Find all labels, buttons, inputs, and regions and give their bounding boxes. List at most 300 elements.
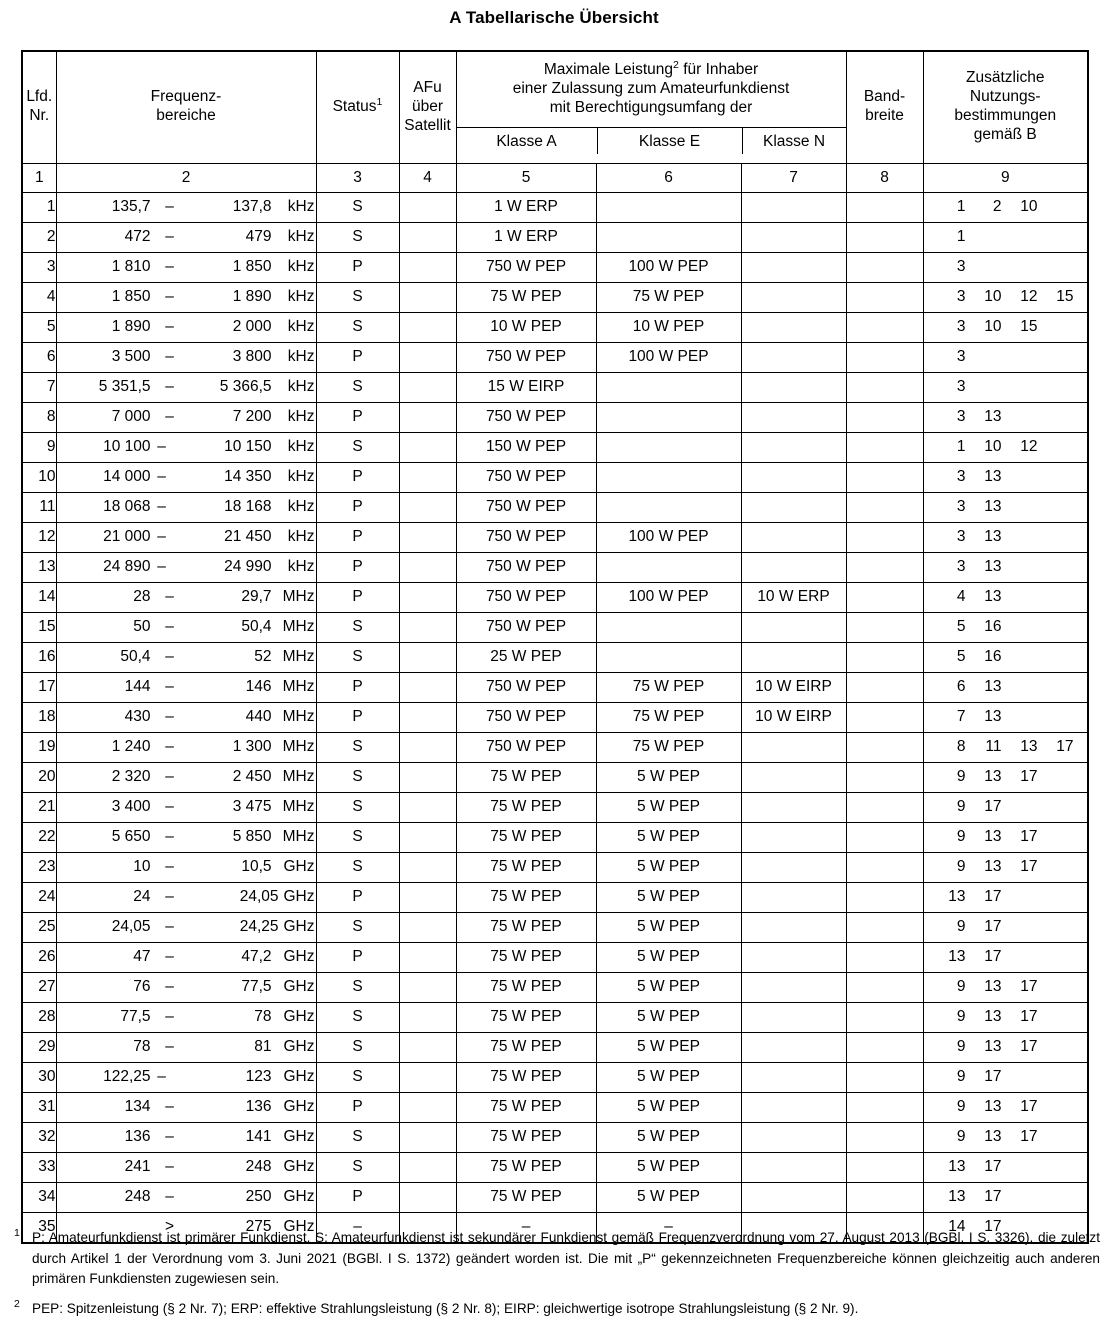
- frequency-to: 21 450: [224, 528, 272, 545]
- notes-list: [924, 823, 1088, 852]
- frequency-from: 1 850: [111, 288, 151, 305]
- cell-klasse-e-power: [596, 432, 741, 462]
- frequency-range: [57, 343, 316, 372]
- notes-list: [924, 1183, 1088, 1212]
- note-reference: 12: [1020, 438, 1038, 455]
- frequency-from: 134: [124, 1098, 151, 1115]
- cell-lfd-nr: 21: [22, 792, 56, 822]
- frequency-to: 24 990: [224, 558, 272, 575]
- table-row: [22, 912, 1088, 942]
- cell-klasse-n-power: [741, 462, 846, 492]
- frequency-separator: –: [165, 198, 174, 215]
- cell-klasse-n-power: [741, 252, 846, 282]
- cell-frequenzbereich: [56, 792, 316, 822]
- frequency-to: 10,5: [241, 858, 272, 875]
- frequency-from: 248: [124, 1188, 151, 1205]
- frequency-separator: –: [157, 1068, 166, 1085]
- cell-bandbreite: [846, 702, 923, 732]
- cell-status: P: [316, 252, 399, 282]
- frequency-to: 250: [245, 1188, 272, 1205]
- cell-frequenzbereich: [56, 882, 316, 912]
- frequency-to: 1 300: [232, 738, 272, 755]
- note-reference: 13: [984, 768, 1002, 785]
- table-row: [22, 402, 1088, 432]
- column-number-8: 8: [846, 163, 923, 192]
- frequency-from: 122,25: [103, 1068, 151, 1085]
- frequency-from: 5 650: [111, 828, 151, 845]
- note-reference: 6: [956, 678, 966, 695]
- frequency-unit: GHz: [283, 1218, 315, 1235]
- cell-klasse-a-power: 150 W PEP: [456, 432, 596, 462]
- notes-list: [924, 973, 1088, 1002]
- note-reference: 15: [1056, 288, 1074, 305]
- cell-klasse-n-power: [741, 762, 846, 792]
- frequency-range: [57, 763, 316, 792]
- frequency-unit: GHz: [283, 1038, 315, 1055]
- cell-klasse-a-power: 75 W PEP: [456, 852, 596, 882]
- note-reference: 9: [956, 978, 966, 995]
- header-frequenzbereiche: [56, 51, 316, 163]
- note-reference: 13: [984, 1098, 1002, 1115]
- cell-lfd-nr: 4: [22, 282, 56, 312]
- table-row: [22, 1182, 1088, 1212]
- table-row: [22, 1032, 1088, 1062]
- cell-nutzungsbestimmungen: [923, 342, 1088, 372]
- note-reference: 13: [984, 678, 1002, 695]
- frequency-to: 7 200: [232, 408, 272, 425]
- frequency-separator: –: [165, 978, 174, 995]
- note-reference: 9: [956, 1008, 966, 1025]
- note-reference: 3: [956, 288, 966, 305]
- notes-list: [924, 1153, 1088, 1182]
- frequency-from: 3 500: [111, 348, 151, 365]
- cell-status: S: [316, 1032, 399, 1062]
- cell-status: S: [316, 1122, 399, 1152]
- note-reference: 9: [956, 798, 966, 815]
- frequency-to: 123: [245, 1068, 272, 1085]
- cell-lfd-nr: 32: [22, 1122, 56, 1152]
- cell-klasse-a-power: 75 W PEP: [456, 1152, 596, 1182]
- cell-afu-satellit: [399, 942, 456, 972]
- cell-nutzungsbestimmungen: [923, 432, 1088, 462]
- cell-klasse-e-power: 75 W PEP: [596, 732, 741, 762]
- frequency-range: [57, 823, 316, 852]
- cell-frequenzbereich: [56, 762, 316, 792]
- frequency-range: [57, 1093, 316, 1122]
- cell-nutzungsbestimmungen: [923, 822, 1088, 852]
- cell-afu-satellit: [399, 822, 456, 852]
- cell-lfd-nr: 9: [22, 432, 56, 462]
- frequency-from: 76: [133, 978, 151, 995]
- note-reference: 9: [956, 828, 966, 845]
- cell-frequenzbereich: [56, 1002, 316, 1032]
- note-reference: 17: [984, 918, 1002, 935]
- cell-bandbreite: [846, 762, 923, 792]
- cell-afu-satellit: [399, 732, 456, 762]
- cell-status: P: [316, 522, 399, 552]
- cell-klasse-e-power: 5 W PEP: [596, 1182, 741, 1212]
- frequency-unit: kHz: [287, 438, 315, 455]
- frequency-unit: kHz: [287, 498, 315, 515]
- cell-bandbreite: [846, 1092, 923, 1122]
- cell-lfd-nr: 28: [22, 1002, 56, 1032]
- cell-klasse-e-power: [596, 192, 741, 222]
- cell-nutzungsbestimmungen: [923, 222, 1088, 252]
- note-reference: 13: [984, 498, 1002, 515]
- note-reference: 3: [956, 348, 966, 365]
- frequency-range: [57, 1183, 316, 1212]
- cell-nutzungsbestimmungen: [923, 462, 1088, 492]
- cell-frequenzbereich: [56, 582, 316, 612]
- cell-nutzungsbestimmungen: [923, 192, 1088, 222]
- frequency-range: [57, 1033, 316, 1062]
- note-reference: 13: [984, 468, 1002, 485]
- frequency-unit: GHz: [283, 1068, 315, 1085]
- cell-nutzungsbestimmungen: [923, 1062, 1088, 1092]
- cell-lfd-nr: 23: [22, 852, 56, 882]
- cell-afu-satellit: [399, 792, 456, 822]
- cell-afu-satellit: [399, 222, 456, 252]
- cell-lfd-nr: 17: [22, 672, 56, 702]
- frequency-range: [57, 1063, 316, 1092]
- cell-bandbreite: [846, 942, 923, 972]
- cell-nutzungsbestimmungen: [923, 912, 1088, 942]
- cell-frequenzbereich: [56, 1032, 316, 1062]
- cell-klasse-a-power: 75 W PEP: [456, 1062, 596, 1092]
- frequency-range: [57, 643, 316, 672]
- note-reference: 13: [984, 558, 1002, 575]
- table-row: [22, 732, 1088, 762]
- cell-status: S: [316, 642, 399, 672]
- cell-bandbreite: [846, 1032, 923, 1062]
- cell-lfd-nr: 30: [22, 1062, 56, 1092]
- note-reference: 9: [956, 1098, 966, 1115]
- notes-list: [924, 283, 1088, 312]
- cell-klasse-n-power: [741, 972, 846, 1002]
- header-group-line2: einer Zulassung zum Amateurfunkdienst: [512, 79, 790, 97]
- cell-status: P: [316, 882, 399, 912]
- table-row: [22, 942, 1088, 972]
- cell-lfd-nr: 22: [22, 822, 56, 852]
- cell-klasse-e-power: [596, 222, 741, 252]
- notes-list: [924, 403, 1088, 432]
- cell-status: S: [316, 822, 399, 852]
- cell-klasse-n-power: 10 W ERP: [741, 582, 846, 612]
- page-title: A Tabellarische Übersicht: [449, 8, 659, 27]
- cell-klasse-a-power: 75 W PEP: [456, 792, 596, 822]
- table-row: [22, 822, 1088, 852]
- note-reference: 17: [984, 948, 1002, 965]
- frequency-separator: –: [165, 288, 174, 305]
- table-row: [22, 552, 1088, 582]
- frequency-range: [57, 193, 316, 222]
- note-reference: 17: [1020, 828, 1038, 845]
- frequency-range: [57, 853, 316, 882]
- note-reference: 17: [1056, 738, 1074, 755]
- frequency-separator: –: [165, 888, 174, 905]
- header-bandbreite-line1: Band-: [863, 88, 906, 106]
- cell-klasse-n-power: [741, 192, 846, 222]
- cell-afu-satellit: [399, 702, 456, 732]
- frequency-from: 10 100: [103, 438, 151, 455]
- cell-bandbreite: [846, 432, 923, 462]
- frequency-range: [57, 973, 316, 1002]
- cell-frequenzbereich: [56, 732, 316, 762]
- frequency-unit: kHz: [287, 378, 315, 395]
- frequency-separator: –: [165, 1098, 174, 1115]
- header-group-line1: [457, 58, 846, 80]
- cell-frequenzbereich: [56, 852, 316, 882]
- cell-bandbreite: [846, 822, 923, 852]
- cell-lfd-nr: 31: [22, 1092, 56, 1122]
- frequency-separator: –: [165, 348, 174, 365]
- cell-nutzungsbestimmungen: [923, 942, 1088, 972]
- cell-afu-satellit: [399, 462, 456, 492]
- cell-klasse-a-power: 750 W PEP: [456, 582, 596, 612]
- cell-klasse-n-power: 10 W EIRP: [741, 672, 846, 702]
- cell-lfd-nr: 8: [22, 402, 56, 432]
- frequency-unit: kHz: [287, 558, 315, 575]
- frequency-from: 24: [133, 888, 151, 905]
- frequency-unit: GHz: [283, 888, 315, 905]
- notes-list: [924, 883, 1088, 912]
- header-status: [316, 51, 399, 163]
- cell-bandbreite: [846, 642, 923, 672]
- note-reference: 17: [1020, 1098, 1038, 1115]
- frequency-range: [57, 223, 316, 252]
- cell-afu-satellit: [399, 672, 456, 702]
- note-reference: 3: [956, 528, 966, 545]
- cell-lfd-nr: 14: [22, 582, 56, 612]
- frequency-unit: MHz: [282, 798, 315, 815]
- column-number-5: 5: [456, 163, 596, 192]
- header-max-leistung-group: [456, 51, 846, 163]
- frequency-range: [57, 793, 316, 822]
- cell-klasse-a-power: 75 W PEP: [456, 282, 596, 312]
- cell-status: P: [316, 402, 399, 432]
- frequency-to: 47,2: [241, 948, 272, 965]
- cell-status: P: [316, 1092, 399, 1122]
- note-reference: 1: [956, 438, 966, 455]
- cell-frequenzbereich: [56, 522, 316, 552]
- cell-lfd-nr: 15: [22, 612, 56, 642]
- cell-lfd-nr: 1: [22, 192, 56, 222]
- note-reference: 5: [956, 648, 966, 665]
- cell-klasse-n-power: [741, 1182, 846, 1212]
- cell-klasse-e-power: 5 W PEP: [596, 822, 741, 852]
- cell-klasse-n-power: [741, 642, 846, 672]
- note-reference: 17: [1020, 1038, 1038, 1055]
- note-reference: 13: [984, 1038, 1002, 1055]
- cell-klasse-n-power: [741, 312, 846, 342]
- cell-bandbreite: [846, 582, 923, 612]
- frequency-separator: –: [165, 648, 174, 665]
- column-number-2: 2: [56, 163, 316, 192]
- note-reference: 13: [948, 1188, 966, 1205]
- frequency-from: 135,7: [111, 198, 151, 215]
- cell-klasse-e-power: 5 W PEP: [596, 852, 741, 882]
- footnotes-section: [10, 1228, 1100, 1320]
- cell-status: P: [316, 552, 399, 582]
- note-reference: 17: [984, 1068, 1002, 1085]
- note-reference: 9: [956, 858, 966, 875]
- cell-status: –: [316, 1212, 399, 1243]
- frequency-unit: kHz: [287, 528, 315, 545]
- cell-klasse-e-power: [596, 612, 741, 642]
- header-nutzung-line3: bestimmungen: [954, 107, 1057, 125]
- frequency-range: [57, 583, 316, 612]
- frequency-separator: –: [165, 708, 174, 725]
- cell-afu-satellit: [399, 492, 456, 522]
- cell-bandbreite: [846, 792, 923, 822]
- cell-klasse-a-power: 10 W PEP: [456, 312, 596, 342]
- cell-klasse-e-power: –: [596, 1212, 741, 1243]
- note-reference: 11: [985, 738, 1002, 755]
- note-reference: 13: [948, 1158, 966, 1175]
- frequency-unit: GHz: [283, 918, 315, 935]
- table-row: [22, 762, 1088, 792]
- header-status-label: Status: [332, 97, 377, 115]
- frequency-unit: kHz: [287, 258, 315, 275]
- frequency-to: 479: [245, 228, 272, 245]
- cell-klasse-a-power: 25 W PEP: [456, 642, 596, 672]
- cell-klasse-n-power: [741, 792, 846, 822]
- cell-klasse-e-power: 100 W PEP: [596, 582, 741, 612]
- header-group-line3: mit Berechtigungsumfang der: [549, 98, 753, 116]
- cell-bandbreite: [846, 342, 923, 372]
- cell-nutzungsbestimmungen: [923, 762, 1088, 792]
- cell-klasse-e-power: 5 W PEP: [596, 1092, 741, 1122]
- table-row: [22, 492, 1088, 522]
- cell-afu-satellit: [399, 582, 456, 612]
- table-row: [22, 462, 1088, 492]
- frequency-unit: MHz: [282, 738, 315, 755]
- cell-afu-satellit: [399, 972, 456, 1002]
- table-row: [22, 1062, 1088, 1092]
- table-row: [22, 852, 1088, 882]
- cell-status: S: [316, 732, 399, 762]
- frequency-to: 2 000: [232, 318, 272, 335]
- note-reference: 3: [956, 558, 966, 575]
- frequency-separator: –: [165, 828, 174, 845]
- header-frequenz-line2: bereiche: [156, 107, 216, 125]
- header-group-line1-a: Maximale Leistung: [543, 60, 674, 78]
- notes-list: [924, 733, 1088, 762]
- cell-lfd-nr: 3: [22, 252, 56, 282]
- frequency-separator: –: [165, 228, 174, 245]
- cell-klasse-n-power: [741, 942, 846, 972]
- cell-nutzungsbestimmungen: [923, 552, 1088, 582]
- cell-klasse-a-power: 75 W PEP: [456, 972, 596, 1002]
- cell-klasse-a-power: 75 W PEP: [456, 912, 596, 942]
- cell-nutzungsbestimmungen: [923, 672, 1088, 702]
- cell-klasse-n-power: [741, 1062, 846, 1092]
- frequency-separator: –: [157, 498, 166, 515]
- cell-bandbreite: [846, 912, 923, 942]
- cell-klasse-n-power: [741, 402, 846, 432]
- cell-klasse-n-power: [741, 342, 846, 372]
- frequency-from: 1 240: [111, 738, 151, 755]
- cell-afu-satellit: [399, 402, 456, 432]
- note-reference: 15: [1020, 318, 1038, 335]
- header-afu-satellit: [399, 51, 456, 163]
- cell-status: S: [316, 762, 399, 792]
- frequency-to: 275: [245, 1218, 272, 1235]
- note-reference: 16: [984, 648, 1002, 665]
- frequency-separator: –: [165, 318, 174, 335]
- table-row: [22, 1152, 1088, 1182]
- cell-klasse-n-power: [741, 492, 846, 522]
- cell-klasse-n-power: [741, 282, 846, 312]
- note-reference: 13: [984, 708, 1002, 725]
- cell-klasse-a-power: –: [456, 1212, 596, 1243]
- table-row: [22, 1092, 1088, 1122]
- cell-lfd-nr: 2: [22, 222, 56, 252]
- cell-status: S: [316, 432, 399, 462]
- cell-nutzungsbestimmungen: [923, 612, 1088, 642]
- cell-bandbreite: [846, 462, 923, 492]
- note-reference: 17: [984, 1218, 1002, 1235]
- note-reference: 4: [956, 588, 966, 605]
- header-lfd-nr-line2: Nr.: [29, 107, 50, 125]
- cell-afu-satellit: [399, 342, 456, 372]
- cell-status: S: [316, 222, 399, 252]
- frequency-to: 24,25: [239, 918, 279, 935]
- cell-nutzungsbestimmungen: [923, 1182, 1088, 1212]
- cell-nutzungsbestimmungen: [923, 732, 1088, 762]
- frequency-unit: MHz: [282, 678, 315, 695]
- notes-list: [924, 553, 1088, 582]
- frequency-unit: kHz: [287, 408, 315, 425]
- frequency-to: 2 450: [232, 768, 272, 785]
- frequency-to: 1 850: [232, 258, 272, 275]
- frequency-range: [57, 553, 316, 582]
- frequency-from: 28: [133, 588, 151, 605]
- frequency-to: 3 475: [232, 798, 272, 815]
- frequency-range: [57, 523, 316, 552]
- frequency-unit: GHz: [283, 1008, 315, 1025]
- frequency-range: [57, 433, 316, 462]
- frequency-unit: MHz: [282, 618, 315, 635]
- header-row-labels: [22, 51, 1088, 163]
- cell-status: S: [316, 1002, 399, 1032]
- cell-status: S: [316, 792, 399, 822]
- note-reference: 12: [1020, 288, 1038, 305]
- cell-klasse-e-power: 5 W PEP: [596, 1032, 741, 1062]
- cell-nutzungsbestimmungen: [923, 972, 1088, 1002]
- frequency-range: [57, 673, 316, 702]
- frequency-separator: –: [165, 678, 174, 695]
- cell-klasse-e-power: 75 W PEP: [596, 672, 741, 702]
- cell-frequenzbereich: [56, 1152, 316, 1182]
- frequency-range: [57, 1123, 316, 1152]
- cell-klasse-n-power: [741, 222, 846, 252]
- cell-afu-satellit: [399, 1152, 456, 1182]
- cell-lfd-nr: 6: [22, 342, 56, 372]
- cell-lfd-nr: 10: [22, 462, 56, 492]
- note-reference: 13: [948, 888, 966, 905]
- cell-nutzungsbestimmungen: [923, 582, 1088, 612]
- cell-status: P: [316, 492, 399, 522]
- cell-bandbreite: [846, 1122, 923, 1152]
- header-lfd-nr: [22, 51, 56, 163]
- frequency-separator: –: [165, 768, 174, 785]
- cell-klasse-e-power: [596, 402, 741, 432]
- cell-frequenzbereich: [56, 642, 316, 672]
- header-group-footnote-mark: 2: [673, 58, 679, 71]
- cell-klasse-a-power: 750 W PEP: [456, 672, 596, 702]
- header-afu-line1: AFu: [413, 78, 442, 96]
